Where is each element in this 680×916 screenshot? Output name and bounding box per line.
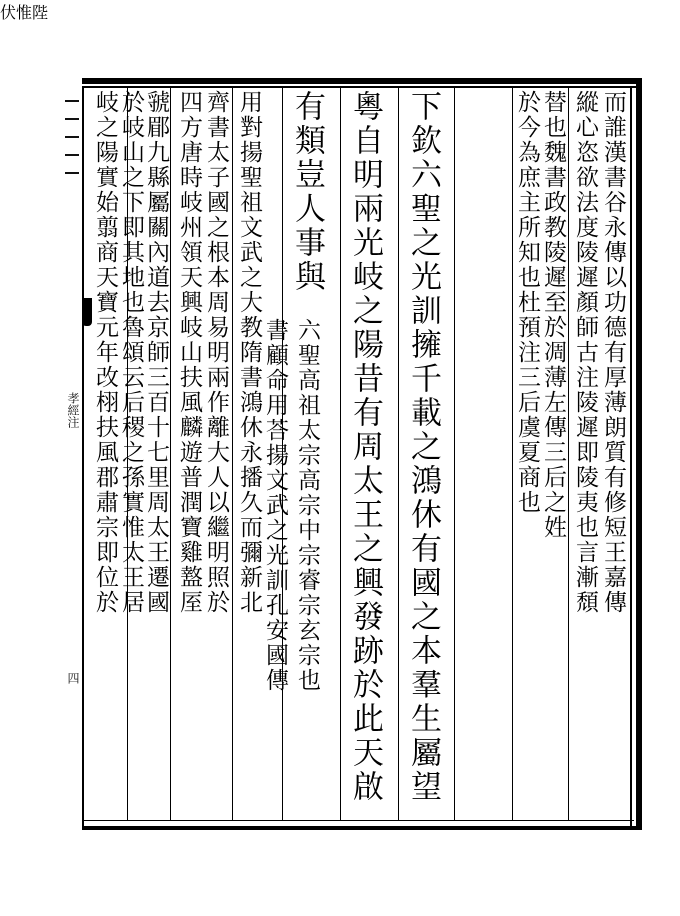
text-column: 替也魏書政教陵遲至於凋薄左傳三后之姓 xyxy=(540,90,566,540)
margin-page-number: 四 xyxy=(66,672,80,684)
frame-top-border xyxy=(82,78,642,84)
frame-bottom-border xyxy=(82,826,642,830)
center-fold-marks xyxy=(64,90,80,290)
text-column: 有類豈人事與 xyxy=(289,90,325,294)
column-rule xyxy=(170,86,171,820)
column-rule xyxy=(232,86,233,820)
fish-tail-mark xyxy=(82,298,92,326)
frame-top-inner-border xyxy=(82,86,642,88)
text-column: 六聖高祖太宗高宗中宗睿宗玄宗也 xyxy=(294,318,320,693)
text-column: 用對揚聖祖文武之大教隋書鴻休永播久而彌新北 xyxy=(236,90,262,615)
text-column: 粵自明兩光岐之陽昔有周太王之興發跡於此天啟 xyxy=(347,90,383,804)
center-fold-line xyxy=(82,86,84,826)
column-rule xyxy=(340,86,341,820)
text-column: 下欽六聖之光訓擁千載之鴻休有國之本羣生屬望 xyxy=(405,90,441,804)
text-column: 而誰漢書谷永傳以功德有厚薄朗質有修短王嘉傳 xyxy=(600,90,626,615)
text-column: 書顧命用荅揚文武之光訓孔安國傳 xyxy=(262,318,288,693)
text-column: 齊書太子國之根本周易明兩作離大人以繼明照於 xyxy=(203,90,229,615)
text-column: 岐之陽實始翦商天寶元年改栩扶風郡肅宗即位於 xyxy=(92,90,118,615)
margin-title: 孝經注 xyxy=(66,392,80,428)
column-rule xyxy=(568,86,569,820)
frame-right-inner-border xyxy=(630,86,632,830)
frame-right-border xyxy=(636,78,642,830)
frame-bottom-inner-border xyxy=(82,820,634,821)
text-column: 於今為庶主所知也杜預注三后虞夏商也 xyxy=(514,90,540,515)
text-column-inline: 伏惟陛 xyxy=(0,3,49,22)
text-column: 四方唐時岐州領天興岐山扶風麟遊普潤寶雞盩厔 xyxy=(176,90,202,615)
text-column: 虢郿九縣屬關內道去京師三百十七里周太王遷國 xyxy=(143,90,169,615)
column-rule xyxy=(454,86,455,820)
column-rule xyxy=(398,86,399,820)
column-rule xyxy=(512,86,513,820)
text-column: 於岐山之下即其地也魯頌云后稷之孫實惟太王居 xyxy=(118,90,144,615)
text-column: 縱心恣欲法度陵遲顏師古注陵遲即陵夷也言漸頹 xyxy=(572,90,598,615)
